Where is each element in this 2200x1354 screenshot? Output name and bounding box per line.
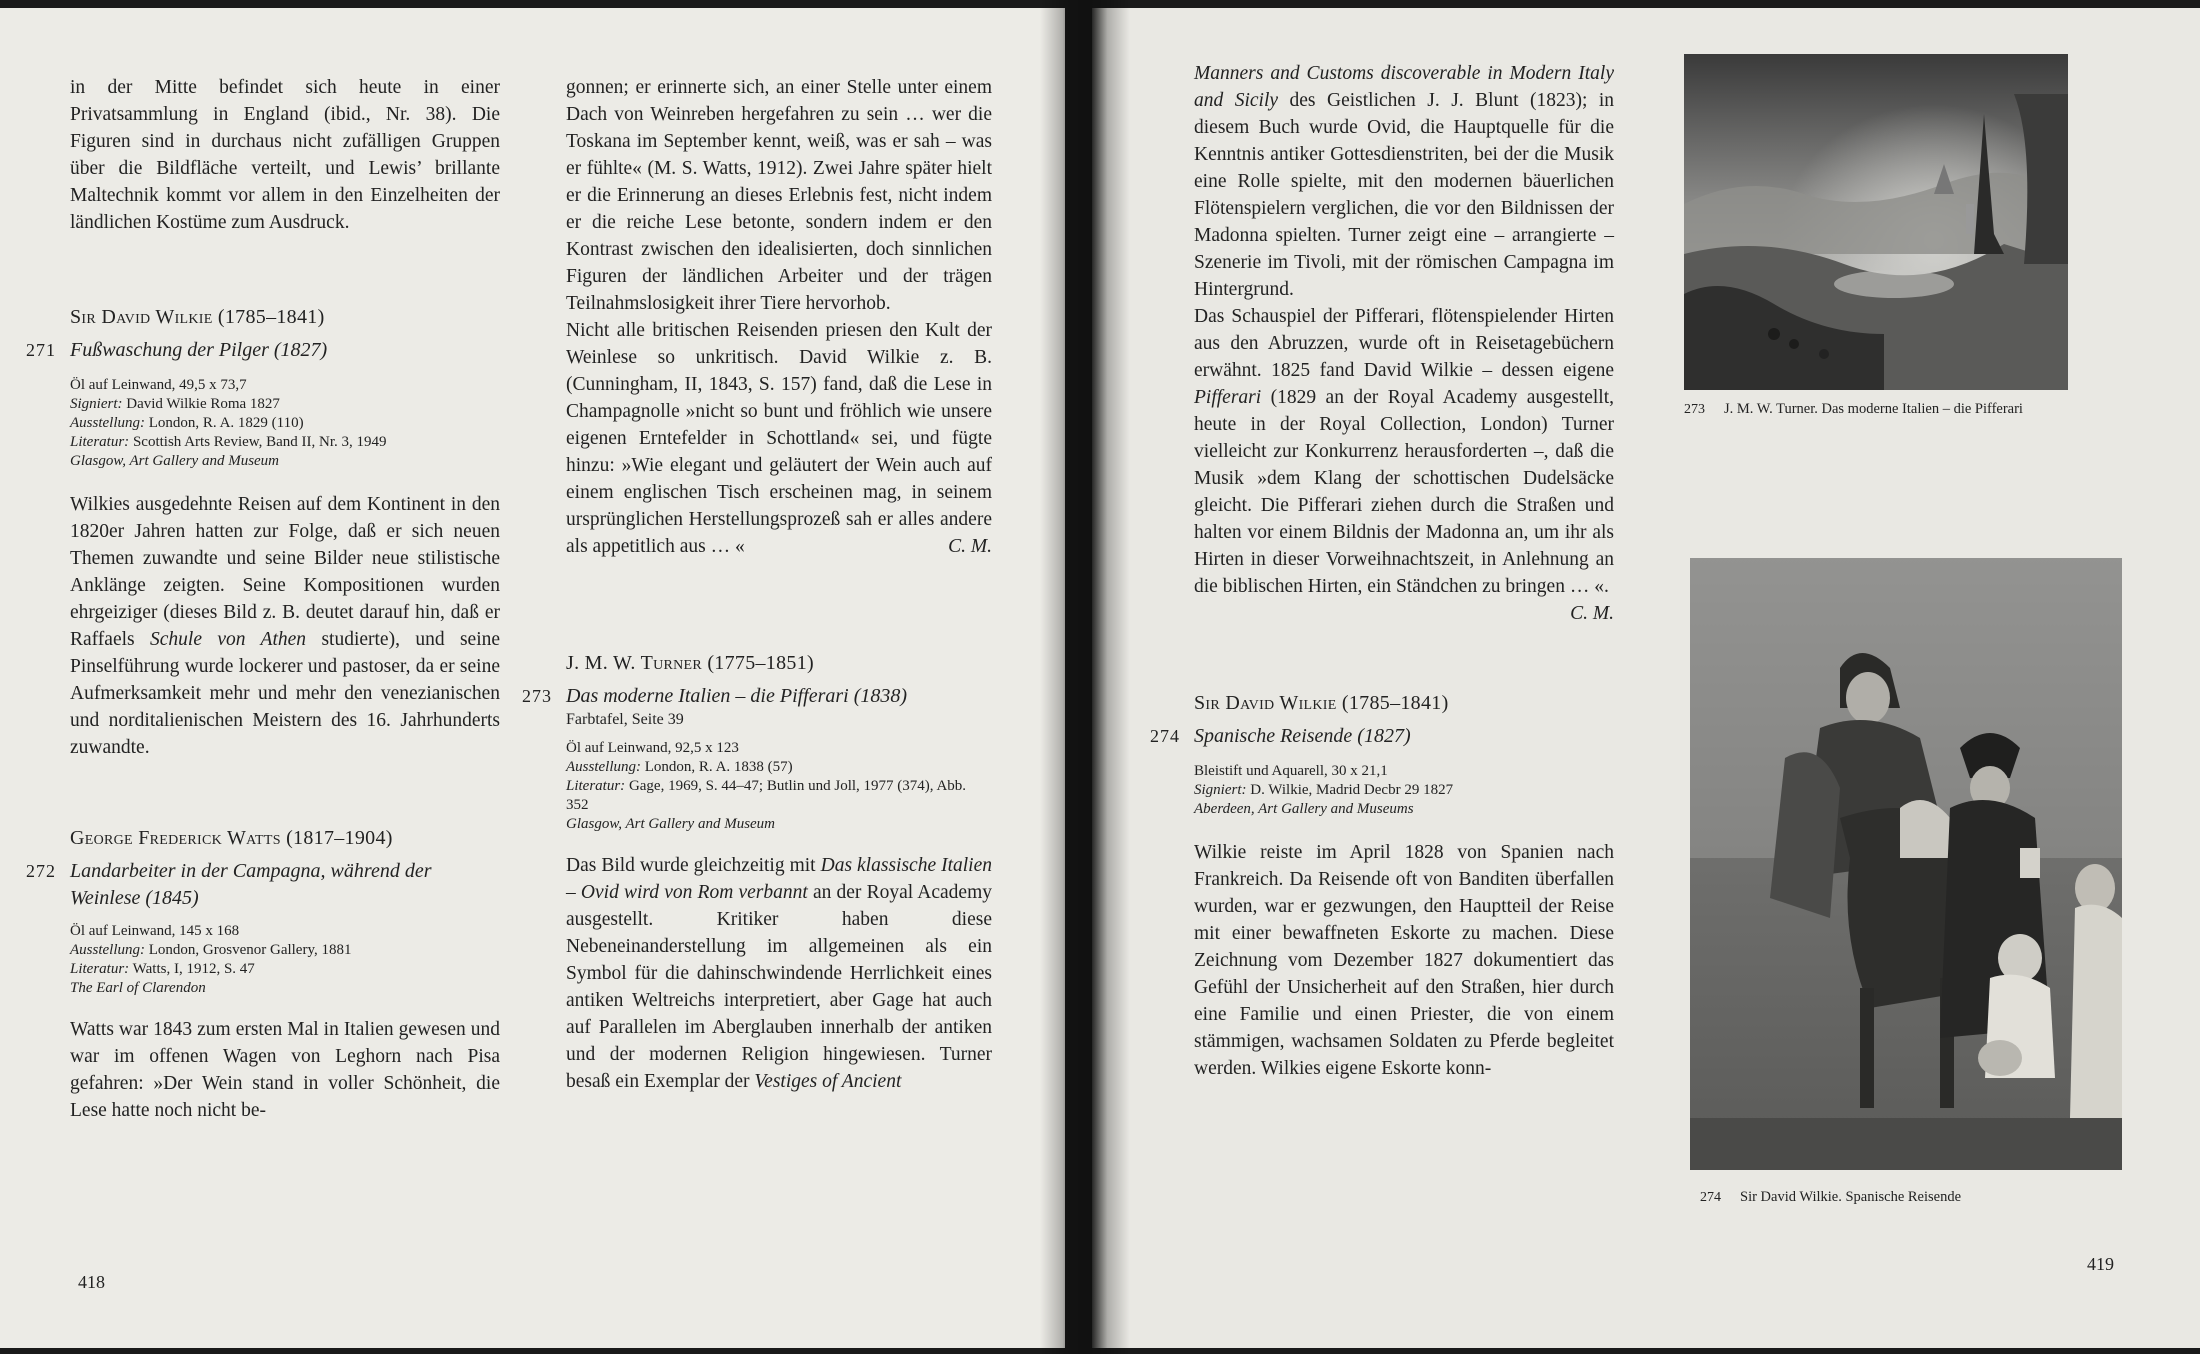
paragraph: Manners and Customs discoverable in Modern Italy and Sicily des Geistlichen J. J. Blunt (1823); in diesem Buch wurde Ovid, die Hauptquelle für die Kenntnis antiker Gottesdienstriten, bei der die Musik eine Rolle spielte, mit den modernen bäuerlichen Flötenspielern verglichen, die vor den Bildnissen der Madonna spielten. Turner zeigt eine – arrangierte – Szenerie im Tivoli, mit der römischen Campagna im Hintergrund.	[1194, 63, 1614, 300]
paragraph: Watts war 1843 zum ersten Mal in Italien gewesen und war im offenen Wagen von Leghorn nach Pisa gefahren: »Der Wein stand in voller Schönheit, die Lese hatte noch nicht be-	[70, 1019, 500, 1121]
exhibition-line: Ausstellung: London, R. A. 1838 (57)	[566, 759, 793, 775]
figure-caption	[1700, 1188, 2060, 1207]
entry-metadata	[566, 739, 992, 834]
caption-text: J. M. W. Turner. Das moderne Italien – die Pifferari	[1724, 401, 2023, 417]
catalogue-entry-title	[26, 858, 500, 912]
catalogue-number: 271	[26, 340, 56, 360]
collection-line: Glasgow, Art Gallery and Museum	[70, 453, 280, 469]
medium: Öl auf Leinwand, 49,5 x 73,7	[70, 377, 247, 393]
right-page	[1092, 8, 2200, 1348]
left-page	[0, 8, 1065, 1348]
figure-caption	[1684, 400, 2044, 419]
paragraph: gonnen; er erinnerte sich, an einer Stelle unter einem Dach von Weinreben hergefahren zu sein … wer die Toskana im September kennt, weiß, was er sah – was er fühlte« (M. S. Watts, 1912). Zwei Jahre später hielt er die Erinnerung an dieses Erlebnis fest, nicht indem er die reiche Lese betonte, sondern indem er den Kontrast zwischen den idealisierten, doch sinnlichen Figuren der ländlichen Arbeiter und der trägen Teilnahmslosigkeit ihrer Tiere hervorhob.	[566, 77, 992, 314]
entry-title-text: Landarbeiter in der Campagna, während der Weinlese (1845)	[70, 860, 432, 909]
artist-heading: J. M. W. Turner (1775–1851)	[566, 652, 814, 674]
catalogue-number: 274	[1150, 726, 1180, 746]
left-column-2	[522, 74, 992, 1095]
paragraph: Wilkies ausgedehnte Reisen auf dem Kontinent in den 1820er Jahren hatten zur Folge, daß er sich neuen Themen zuwandte und seine Bilder neue stilistische Anklänge zeigten. Seine Kompositionen wurden ehrgeiziger (dieses Bild z. B. deutet darauf hin, daß er Raffaels Schule von Athen studierte), und seine Pinselführung wurde lockerer und pastoser, da er seine Aufmerksamkeit mehr und mehr den venezianischen und norditalienischen Meistern des 16. Jahrhunderts zuwandte.	[70, 494, 501, 758]
exhibition-line: Ausstellung: London, R. A. 1829 (110)	[70, 415, 304, 431]
figures-image	[1690, 558, 2122, 1170]
catalogue-number: 272	[26, 861, 56, 881]
paragraph: Das Schauspiel der Pifferari, flötenspielender Hirten aus den Abruzzen, wurde oft in Reisetagebüchern erwähnt. 1825 fand David Wilkie – dessen eigene Pifferari (1829 an der Royal Academy ausgestellt, heute in der Royal Collection, London) Turner vielleicht zur Konkurrenz herausforderten –, daß die Musik »dem Klang der schottischen Dudelsäcke gleicht. Die Pifferari ziehen durch die Straßen und halten vor einem Bildnis der Madonna an, um ihr als Hirten in dieser Vorweihnachtszeit, in Anlehnung an die biblischen Hirten, ein Ständchen zu bringen … «. C. M.	[1194, 303, 1614, 600]
entry-metadata	[70, 376, 500, 471]
collection-line: The Earl of Clarendon	[70, 980, 206, 996]
entry-metadata	[70, 922, 500, 998]
artist-heading: Sir David Wilkie (1785–1841)	[70, 306, 325, 328]
book-gutter	[1040, 0, 1130, 1354]
artist-heading: Sir David Wilkie (1785–1841)	[1194, 692, 1449, 714]
paragraph: in der Mitte befindet sich heute in einer Privatsammlung in England (ibid., Nr. 38). Die Figuren sind in durchaus nicht zufälligen Gruppen über die Bildfläche verteilt, und Lewis’ brillante Maltechnik kommt vor allem in den Einzelheiten der ländlichen Kostüme zum Ausdruck.	[70, 77, 500, 233]
collection-line: Aberdeen, Art Gallery and Museums	[1194, 801, 1414, 817]
paragraph: Das Bild wurde gleichzeitig mit Das klassische Italien – Ovid wird von Rom verbannt an der Royal Academy ausgestellt. Kritiker haben diese Nebeneinanderstellung im allgemeinen als ein Symbol für die dahinschwindende Herrlichkeit eines antiken Weltreichs interpretiert, aber Gage hat auch auf Parallelen im Aberglauben innerhalb der antiken und der modernen Religion hingewiesen. Turner besaß ein Exemplar der Vestiges of Ancient	[566, 855, 992, 1092]
literature-line: Literatur: Scottish Arts Review, Band II, Nr. 3, 1949	[70, 434, 387, 450]
figure-number: 274	[1700, 1190, 1721, 1205]
signed-line: Signiert: David Wilkie Roma 1827	[70, 396, 280, 412]
painting-wilkie-spanische-reisende	[1690, 558, 2122, 1170]
caption-text: Sir David Wilkie. Spanische Reisende	[1740, 1189, 1962, 1205]
literature-line: Literatur: Gage, 1969, S. 44–47; Butlin und Joll, 1977 (374), Abb. 352	[566, 778, 967, 813]
paragraph: Wilkie reiste im April 1828 von Spanien nach Frankreich. Da Reisende oft von Banditen überfallen wurden, war er gezwungen, den Hauptteil der Reise mit einer bewaffneten Eskorte zu machen. Diese Zeichnung vom Dezember 1827 dokumentiert das Gefühl der Unsicherheit auf den Straßen, hier durch eine Familie und einen Priester, die von einem stämmigen, wachsamen Soldaten zu Pferde begleitet werden. Wilkies eigene Eskorte konn-	[1194, 842, 1614, 1079]
left-column-1	[26, 74, 501, 1124]
paragraph: Nicht alle britischen Reisenden priesen den Kult der Weinlese so unkritisch. David Wilkie z. B. (Cunningham, II, 1843, S. 157) fand, daß die Lese in Champagnolle »nicht so bunt und fröhlich wie unsere eigenen Erntefelder in Schottland« sei, und fügte hinzu: »Wie elegant und geläutert der Wein auch auf einem englischen Tisch erscheinen mag, in seinem ursprünglichen Herstellungsprozeß sah er alles andere als appetitlich aus … « C. M.	[566, 317, 992, 560]
entry-title-text: Spanische Reisende (1827)	[1194, 725, 1411, 747]
plate-reference: Farbtafel, Seite 39	[566, 711, 684, 728]
entry-metadata	[1194, 762, 1614, 819]
catalogue-entry-title	[522, 683, 992, 710]
exhibition-line: Ausstellung: London, Grosvenor Gallery, 1881	[70, 942, 352, 958]
author-initials: C. M.	[1570, 603, 1614, 624]
author-initials: C. M.	[948, 536, 992, 557]
medium: Bleistift und Aquarell, 30 x 21,1	[1194, 763, 1388, 779]
signed-line: Signiert: D. Wilkie, Madrid Decbr 29 1827	[1194, 782, 1454, 798]
medium: Öl auf Leinwand, 92,5 x 123	[566, 740, 739, 756]
figure-number: 273	[1684, 402, 1705, 417]
entry-title-text: Fußwaschung der Pilger (1827)	[70, 339, 328, 361]
artist-heading: George Frederick Watts (1817–1904)	[70, 827, 393, 849]
page-number: 419	[2087, 1254, 2114, 1274]
catalogue-entry-title	[26, 337, 500, 364]
medium: Öl auf Leinwand, 145 x 168	[70, 923, 240, 939]
literature-line: Literatur: Watts, I, 1912, S. 47	[70, 961, 255, 977]
landscape-image	[1684, 54, 2068, 390]
page-number: 418	[78, 1272, 105, 1292]
painting-turner-pifferari	[1684, 54, 2068, 390]
catalogue-entry-title	[1150, 723, 1614, 750]
entry-title-text: Das moderne Italien – die Pifferari (1838)	[566, 685, 908, 707]
catalogue-number: 273	[522, 686, 552, 706]
collection-line: Glasgow, Art Gallery and Museum	[566, 816, 776, 832]
right-column-1	[1150, 60, 1614, 1082]
